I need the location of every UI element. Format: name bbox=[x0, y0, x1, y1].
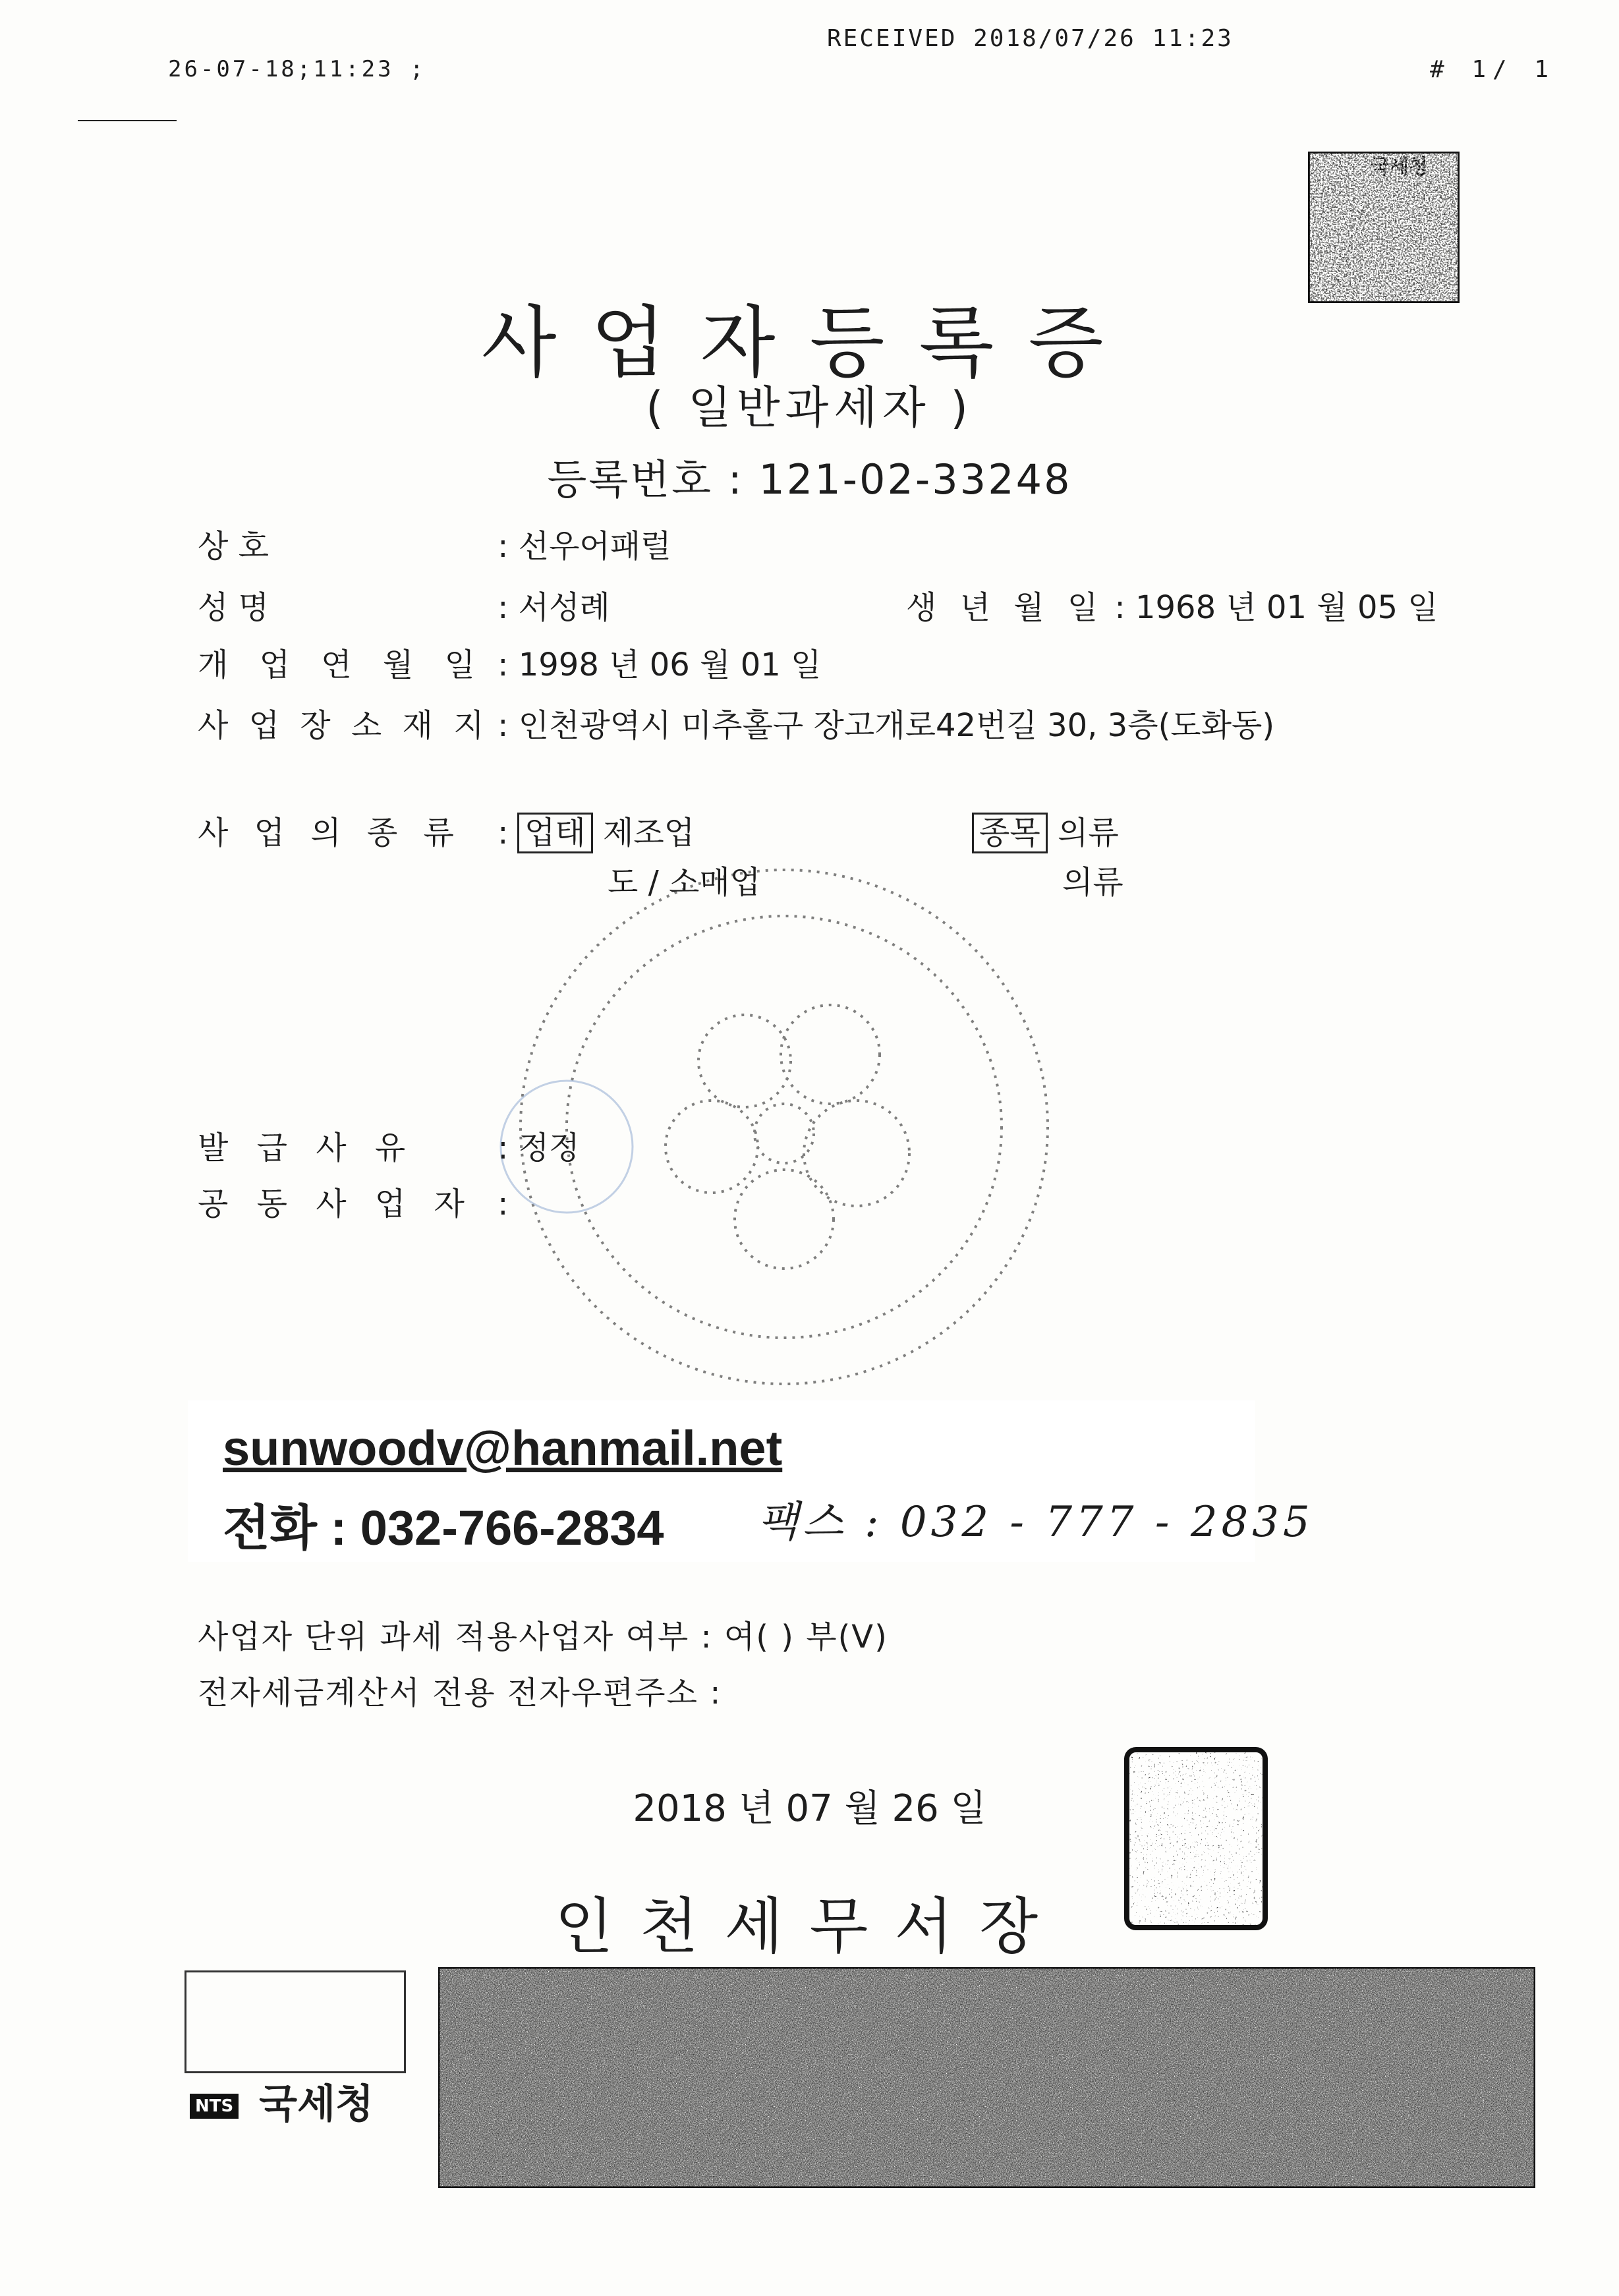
co-owner-value: : bbox=[497, 1186, 509, 1222]
e-invoice-row: 전자세금계산서 전용 전자우편주소 : bbox=[198, 1675, 722, 1711]
contact-phone: 전화 : 032-766-2834 bbox=[223, 1501, 664, 1555]
tax-office-name: 인천세무서장 bbox=[554, 1891, 1065, 1962]
contact-email: sunwoodv@hanmail.net bbox=[223, 1421, 783, 1476]
issue-reason-row bbox=[198, 1122, 579, 1168]
birth-value: : 1968 년 01 월 05 일 bbox=[1114, 589, 1438, 626]
type-value-1: 제조업 bbox=[603, 815, 695, 851]
office-seal-icon bbox=[1120, 1743, 1272, 1934]
nts-badge: NTS bbox=[190, 2094, 239, 2119]
issue-reason-label: 발 급 사 유 bbox=[198, 1130, 415, 1166]
business-type-label: 사 업 의 종 류 bbox=[198, 815, 462, 851]
address-value: : 인천광역시 미추홀구 장고개로42번길 30, 3층(도화동) bbox=[497, 707, 1275, 744]
trade-name-value: : 선우어패럴 bbox=[497, 528, 671, 565]
item-value-1: 의류 bbox=[1058, 815, 1119, 851]
name-value: : 서성례 bbox=[497, 589, 610, 626]
registration-label: 등록번호 : bbox=[547, 455, 744, 503]
scan-mark bbox=[78, 120, 177, 121]
fax-timestamp: 26-07-18;11:23 ; bbox=[168, 56, 426, 82]
business-type-row bbox=[198, 807, 508, 853]
document-subtitle: ( 일반과세자 ) bbox=[646, 382, 973, 434]
name-row bbox=[198, 582, 610, 627]
security-pattern bbox=[438, 1967, 1535, 2188]
nts-logo-text: 국세청 bbox=[259, 2081, 374, 2127]
type-value-2: 도 / 소매업 bbox=[608, 864, 761, 901]
issue-reason-value: : 정정 bbox=[497, 1130, 580, 1166]
nts-logo bbox=[190, 2073, 374, 2129]
type-box-label: 업태 bbox=[517, 813, 593, 853]
open-date-value: : 1998 년 06 월 01 일 bbox=[497, 646, 822, 683]
business-type-colon: : bbox=[497, 815, 509, 851]
footer-blank-box bbox=[185, 1970, 406, 2073]
item-box-label: 종목 bbox=[972, 813, 1048, 853]
fax-received-stamp: RECEIVED 2018/07/26 11:23 bbox=[827, 25, 1234, 52]
name-label: 성 명 bbox=[198, 589, 269, 626]
issue-date: 2018 년 07 월 26 일 bbox=[633, 1787, 986, 1830]
open-date-label: 개 업 연 월 일 bbox=[198, 646, 486, 683]
item-value-2: 의류 bbox=[1062, 864, 1123, 901]
birth-label: 생 년 월 일 bbox=[906, 589, 1105, 626]
document-title: 사업자등록증 bbox=[481, 297, 1138, 388]
co-owner-label: 공 동 사 업 자 bbox=[198, 1186, 474, 1222]
fax-page-number: # 1/ 1 bbox=[1430, 56, 1556, 83]
contact-fax-handwritten: 팩스 : 032 - 777 - 2835 bbox=[758, 1498, 1314, 1547]
trade-name-row bbox=[198, 521, 671, 566]
registration-value: 121-02-33248 bbox=[758, 455, 1072, 503]
registration-number bbox=[0, 447, 1619, 505]
item-box bbox=[972, 807, 1119, 853]
address-label: 사 업 장 소 재 지 bbox=[198, 707, 490, 744]
trade-name-label: 상 호 bbox=[198, 528, 269, 565]
co-owner-row bbox=[198, 1178, 508, 1224]
type-box bbox=[517, 807, 695, 853]
open-date-row bbox=[198, 639, 821, 685]
unit-tax-row: 사업자 단위 과세 적용사업자 여부 : 여( ) 부(V) bbox=[198, 1619, 888, 1655]
birth-row bbox=[906, 582, 1438, 627]
address-row bbox=[198, 700, 1274, 745]
